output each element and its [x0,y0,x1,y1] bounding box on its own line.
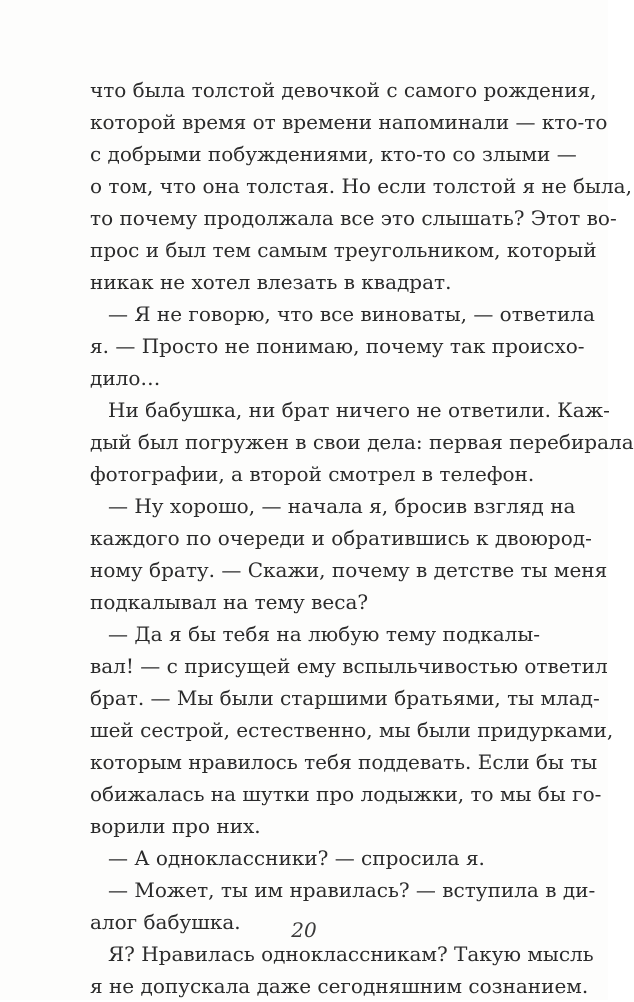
text-line: подкалывал на тему веса? [90,590,369,614]
text-line: я. — Просто не понимаю, почему так происхо- [90,334,585,358]
text-line: что была толстой девочкой с самого рождения, [90,78,597,102]
text-line: — Ну хорошо, — начала я, бросив взгляд на [108,494,576,518]
text-line: с добрыми побуждениями, кто-то со злыми — [90,142,577,166]
text-line: каждого по очереди и обратившись к двоюрод- [90,526,592,550]
page-number: 20 [291,918,317,942]
text-line: которым нравилось тебя поддевать. Если бы ты [90,750,598,774]
text-line: Ни бабушка, ни брат ничего не ответили. Каж- [108,398,610,422]
text-line: обижалась на шутки про лодыжки, то мы бы го- [90,782,602,806]
text-line: брат. — Мы были старшими братьями, ты млад- [90,686,600,710]
text-line: — Я не говорю, что все виноваты, — ответила [108,302,595,326]
text-line: — Может, ты им нравилась? — вступила в ди- [108,878,596,902]
text-line: фотографии, а второй смотрел в телефон. [90,462,535,486]
text-line: Я? Нравилась одноклассникам? Такую мысль [108,942,594,966]
text-line: — Да я бы тебя на любую тему подкалы- [108,622,540,646]
text-line: дило… [90,366,161,390]
text-line: прос и был тем самым треугольником, который [90,238,597,262]
text-line: никак не хотел влезать в квадрат. [90,270,452,294]
text-line: вал! — с присущей ему вспыльчивостью ответил [90,654,608,678]
text-line: дый был погружен в свои дела: первая перебирала [90,430,634,454]
text-line: ному брату. — Скажи, почему в детстве ты меня [90,558,608,582]
text-line: шей сестрой, естественно, мы были придурками, [90,718,614,742]
text-line: то почему продолжала все это слышать? Этот во- [90,206,617,230]
text-line: о том, что она толстая. Но если толстой я не была, [90,174,632,198]
text-line: я не допускала даже сегодняшним сознанием. [90,974,589,998]
text-line: которой время от времени напоминали — кто-то [90,110,608,134]
text-line: алог бабушка. [90,910,241,934]
body-text [90,74,634,1002]
text-line: ворили про них. [90,814,261,838]
text-line: — А одноклассники? — спросила я. [108,846,485,870]
